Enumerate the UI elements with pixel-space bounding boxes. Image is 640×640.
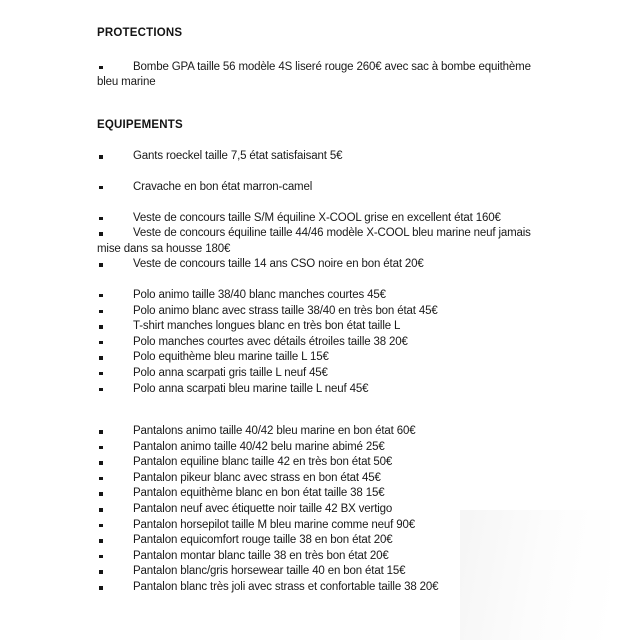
list-item-text: Pantalon equiline blanc taille 42 en très bon état 50€ [133, 456, 393, 469]
bullet-square-icon [99, 325, 103, 329]
list-item-text: Pantalon horsepilot taille M bleu marine comme neuf 90€ [133, 518, 415, 531]
list-item-veste-2 [97, 226, 600, 242]
list-item-text: Pantalon animo taille 40/42 belu marine abimé 25€ [133, 440, 385, 453]
list-item-bombe [97, 60, 600, 76]
list-item-veste-2-continuation: mise dans sa housse 180€ [97, 242, 231, 255]
list-item-polo-1 [97, 288, 600, 304]
list-item-polo-7 [97, 382, 600, 398]
bullet-square-icon [99, 570, 103, 574]
list-item-polo-2 [97, 304, 600, 320]
list-item-text: Polo anna scarpati gris taille L neuf 45€ [133, 366, 328, 379]
bullet-square-icon [99, 539, 103, 543]
list-item-polo-5 [97, 350, 600, 366]
list-item-gants [97, 149, 600, 165]
section-heading-protections: PROTECTIONS [97, 27, 183, 39]
bullet-square-icon [99, 555, 103, 559]
list-item-pantalon-5 [97, 486, 600, 502]
bullet-square-icon [99, 372, 103, 376]
list-item-pantalon-9 [97, 549, 600, 565]
section-heading-equipements: EQUIPEMENTS [97, 118, 183, 131]
list-item-pantalon-8 [97, 533, 600, 549]
list-item-cravache [97, 180, 600, 196]
list-item-pantalon-11 [97, 580, 600, 596]
list-item-pantalon-2 [97, 440, 600, 456]
list-item-text: Polo anna scarpati bleu marine taille L neuf 45€ [133, 382, 369, 395]
list-item-pantalon-7 [97, 518, 600, 534]
bullet-square-icon [99, 586, 103, 590]
list-item-text: Bombe GPA taille 56 modèle 4S liseré rouge 260€ avec sac à bombe equithème [133, 60, 531, 73]
list-item-polo-4 [97, 335, 600, 351]
list-item-pantalon-10 [97, 564, 600, 580]
list-item-text: Pantalon blanc/gris horsewear taille 40 en bon état 15€ [133, 565, 406, 578]
list-item-text: Veste de concours taille S/M équiline X-COOL grise en excellent état 160€ [133, 211, 501, 224]
list-item-pantalon-3 [97, 455, 600, 471]
bullet-square-icon [99, 186, 103, 190]
bullet-square-icon [99, 477, 103, 481]
list-item-bombe-continuation: bleu marine [97, 76, 156, 89]
bullet-square-icon [99, 508, 103, 512]
list-item-pantalon-6 [97, 502, 600, 518]
list-item-text: Pantalon equithème blanc en bon état taille 38 15€ [133, 487, 385, 500]
list-item-text: Pantalon blanc très joli avec strass et confortable taille 38 20€ [133, 581, 439, 594]
list-item-text: Veste de concours taille 14 ans CSO noire en bon état 20€ [133, 258, 424, 271]
bullet-square-icon [99, 524, 103, 528]
bullet-square-icon [99, 66, 103, 70]
list-item-text: Polo animo taille 38/40 blanc manches courtes 45€ [133, 288, 386, 301]
bullet-square-icon [99, 446, 103, 450]
list-item-text: Veste de concours équiline taille 44/46 modèle X-COOL bleu marine neuf jamais [133, 227, 531, 240]
bullet-square-icon [99, 294, 103, 298]
bullet-square-icon [99, 263, 103, 267]
list-item-text: T-shirt manches longues blanc en très bon état taille L [133, 320, 401, 333]
bullet-square-icon [99, 341, 103, 345]
list-item-veste-1 [97, 211, 600, 227]
list-item-text: Polo manches courtes avec détails étroiles taille 38 20€ [133, 335, 408, 348]
bullet-square-icon [99, 388, 103, 392]
list-item-text: Pantalon equicomfort rouge taille 38 en bon état 20€ [133, 534, 393, 547]
list-item-polo-3 [97, 319, 600, 335]
list-item-text: Cravache en bon état marron-camel [133, 180, 313, 193]
list-item-text: Pantalon montar blanc taille 38 en très bon état 20€ [133, 549, 389, 562]
bullet-square-icon [99, 310, 103, 314]
list-item-text: Pantalons animo taille 40/42 bleu marine en bon état 60€ [133, 425, 416, 438]
bullet-square-icon [99, 492, 103, 496]
bullet-square-icon [99, 430, 103, 434]
list-item-text: Pantalon pikeur blanc avec strass en bon état 45€ [133, 471, 381, 484]
bullet-square-icon [99, 155, 103, 159]
list-item-pantalon-4 [97, 471, 600, 487]
list-item-pantalon-1 [97, 424, 600, 440]
list-item-veste-3 [97, 257, 600, 273]
list-item-text: Pantalon neuf avec étiquette noir taille 42 BX vertigo [133, 503, 393, 516]
bullet-square-icon [99, 356, 103, 360]
list-item-text: Polo equithème bleu marine taille L 15€ [133, 351, 329, 364]
bullet-square-icon [99, 461, 103, 465]
bullet-square-icon [99, 217, 103, 221]
list-item-polo-6 [97, 366, 600, 382]
list-item-text: Gants roeckel taille 7,5 état satisfaisant 5€ [133, 150, 343, 163]
list-item-text: Polo animo blanc avec strass taille 38/40 en très bon état 45€ [133, 304, 438, 317]
bullet-square-icon [99, 232, 103, 236]
